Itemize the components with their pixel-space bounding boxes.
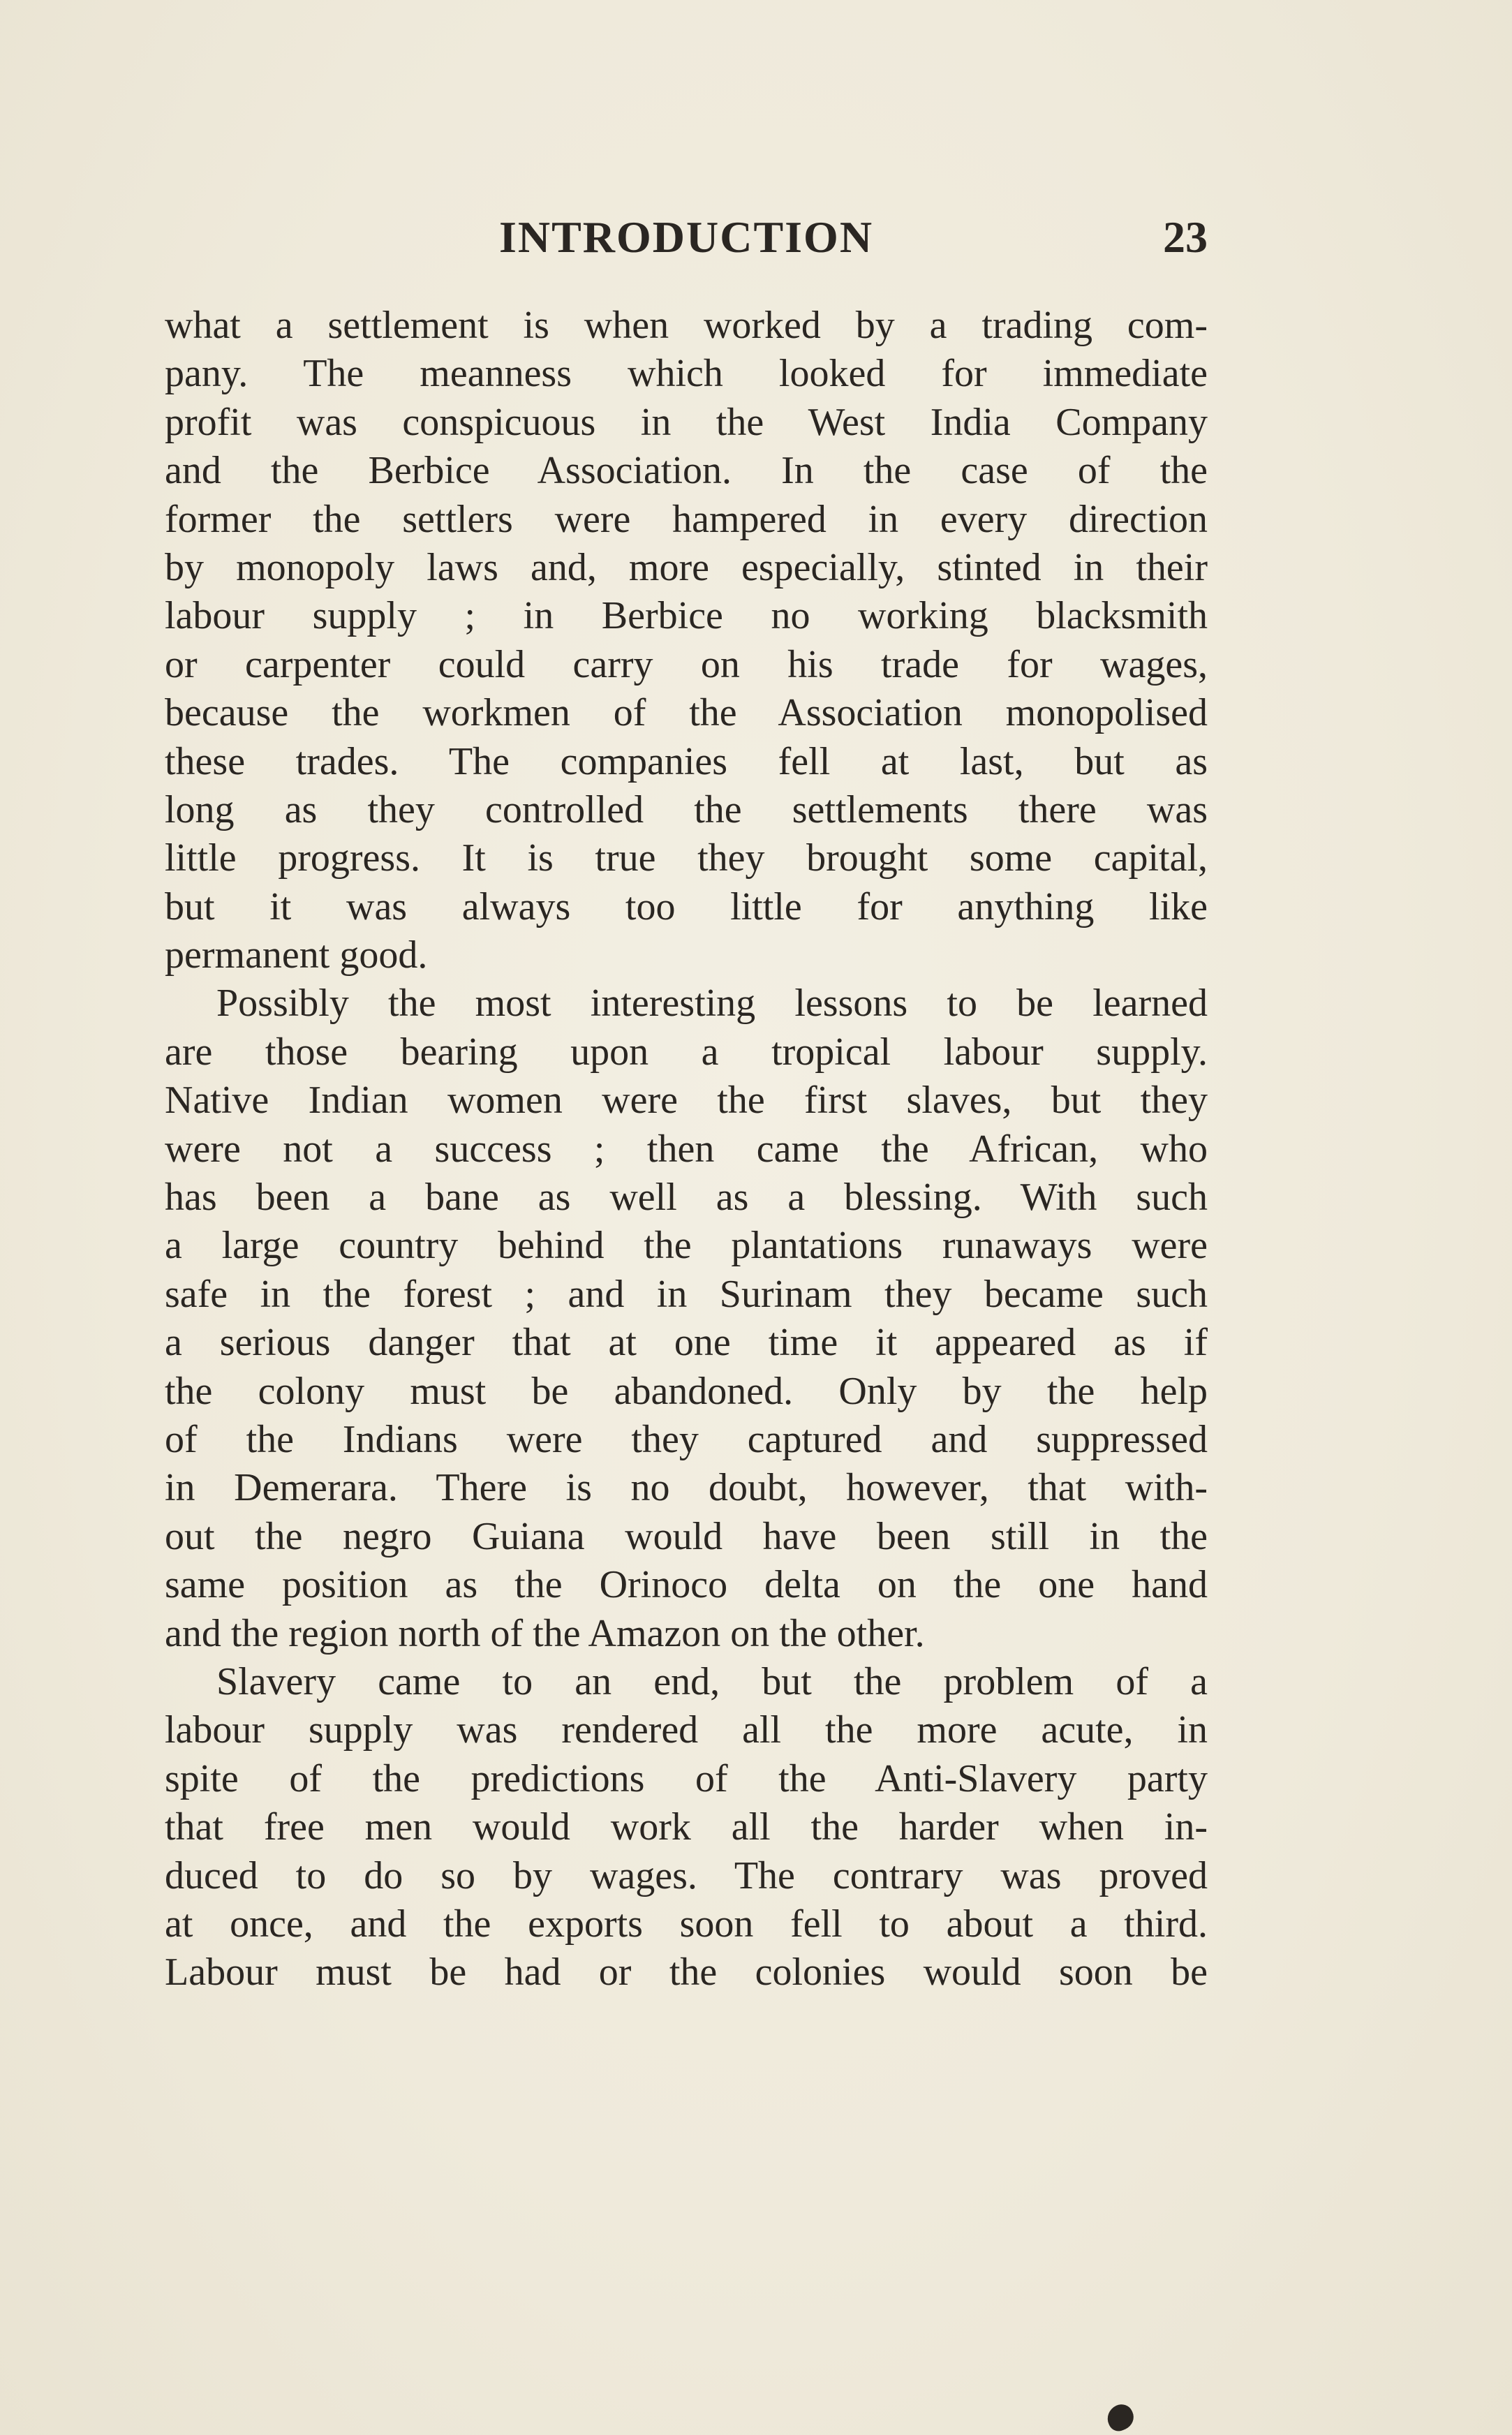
- page-number: 23: [1163, 212, 1208, 262]
- text-line: a large country behind the plantations runaways were: [165, 1224, 1208, 1268]
- text-line: former the settlers were hampered in every direction: [165, 497, 1208, 541]
- text-line: permanent good.: [165, 933, 428, 977]
- text-line: that free men would work all the harder when in-: [165, 1805, 1208, 1849]
- text-line: and the region north of the Amazon on the other.: [165, 1611, 925, 1655]
- text-line: by monopoly laws and, more especially, stinted in their: [165, 545, 1208, 589]
- text-line: safe in the forest ; and in Surinam they became such: [165, 1272, 1208, 1316]
- text-line: spite of the predictions of the Anti-Slavery party: [165, 1756, 1208, 1800]
- text-line: pany. The meanness which looked for immediate: [165, 352, 1208, 396]
- text-line: labour supply was rendered all the more acute, in: [165, 1708, 1208, 1752]
- text-line: because the workmen of the Association monopolised: [165, 691, 1208, 735]
- text-line: in Demerara. There is no doubt, however, that with-: [165, 1466, 1208, 1510]
- text-line: and the Berbice Association. In the case of the: [165, 449, 1208, 493]
- text-line: of the Indians were they captured and suppressed: [165, 1417, 1208, 1461]
- text-line: same position as the Orinoco delta on the one hand: [165, 1563, 1208, 1607]
- text-line: these trades. The companies fell at last, but as: [165, 739, 1208, 783]
- text-line: Native Indian women were the first slaves, but they: [165, 1079, 1208, 1123]
- text-line: out the negro Guiana would have been still in the: [165, 1514, 1208, 1558]
- text-line: has been a bane as well as a blessing. With such: [165, 1176, 1208, 1220]
- text-line: Possibly the most interesting lessons to be learned: [216, 982, 1208, 1026]
- text-line: or carpenter could carry on his trade for wages,: [165, 642, 1208, 686]
- text-line: the colony must be abandoned. Only by the help: [165, 1369, 1208, 1413]
- text-line: were not a success ; then came the African, who: [165, 1127, 1208, 1171]
- text-line: what a settlement is when worked by a trading com-: [165, 304, 1208, 347]
- text-line: Labour must be had or the colonies would soon be: [165, 1951, 1208, 1994]
- body-text: [165, 302, 1208, 1997]
- page-header: [165, 209, 1208, 265]
- text-line: at once, and the exports soon fell to about a third.: [165, 1902, 1208, 1946]
- ink-blot: [1103, 2401, 1138, 2435]
- text-line: Slavery came to an end, but the problem of a: [216, 1659, 1208, 1703]
- text-line: are those bearing upon a tropical labour supply.: [165, 1030, 1208, 1074]
- text-line: but it was always too little for anything like: [165, 885, 1208, 928]
- text-line: a serious danger that at one time it appeared as if: [165, 1321, 1208, 1365]
- text-line: long as they controlled the settlements there was: [165, 787, 1208, 831]
- text-line: labour supply ; in Berbice no working blacksmith: [165, 594, 1208, 638]
- text-line: profit was conspicuous in the West India Company: [165, 400, 1208, 444]
- text-line: little progress. It is true they brought some capital,: [165, 836, 1208, 880]
- text-line: duced to do so by wages. The contrary was proved: [165, 1853, 1208, 1897]
- running-title: INTRODUCTION: [498, 212, 874, 262]
